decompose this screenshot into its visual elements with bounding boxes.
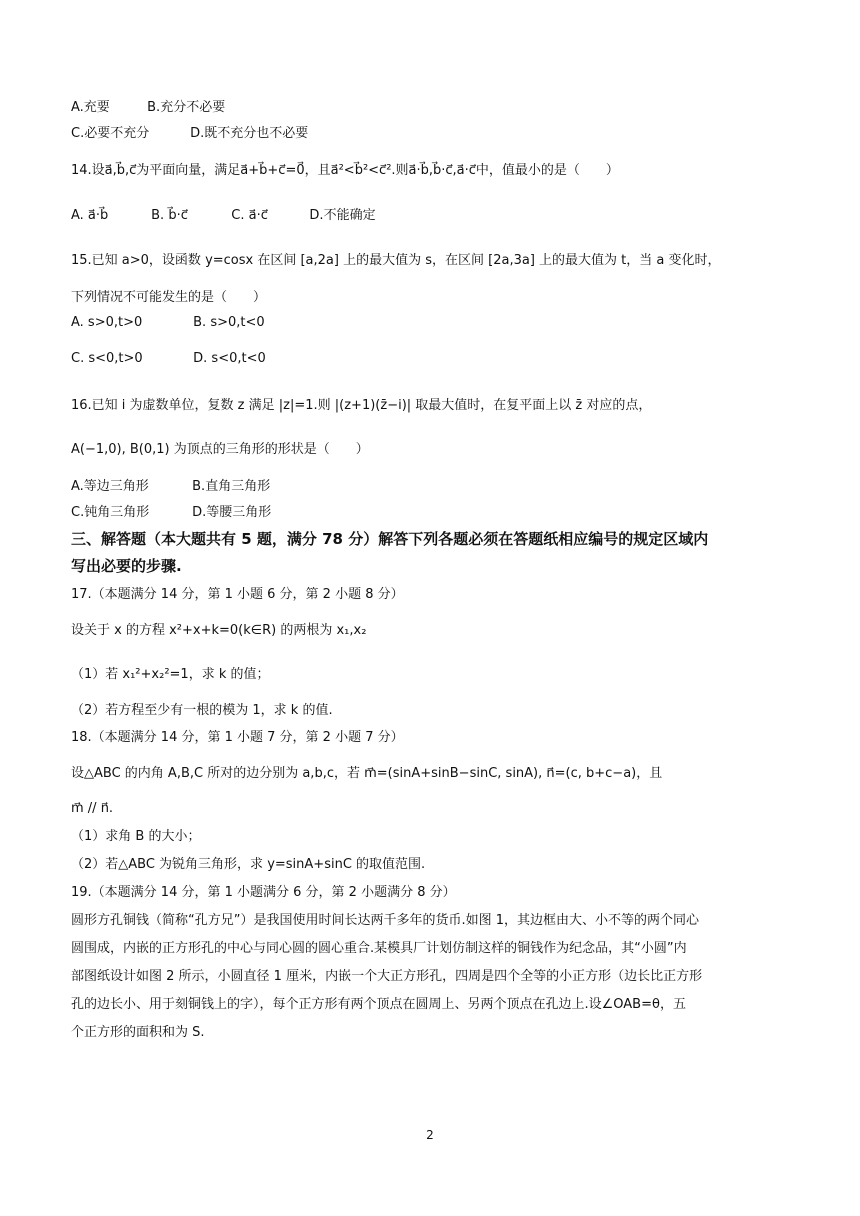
- q16-stem-line2: A(−1,0), B(0,1) 为顶点的三角形的形状是（ ）: [71, 442, 369, 457]
- q13-options-row1: [71, 98, 800, 118]
- q17-part1: （1）若 x₁²+x₂²=1，求 k 的值；: [71, 667, 270, 682]
- q18-part2: （2）若△ABC 为锐角三角形，求 y=sinA+sinC 的取值范围.: [71, 857, 426, 872]
- q15-option-a: A. s>0,t>0: [71, 315, 143, 330]
- q15-option-b: B. s>0,t<0: [193, 315, 265, 330]
- q19-header: 19.（本题满分 14 分，第 1 小题满分 6 分，第 2 小题满分 8 分）: [71, 885, 456, 900]
- q14-option-c: C. a⃗·c⃗: [231, 208, 268, 223]
- q16-stem-line1: 16.已知 i 为虚数单位，复数 z 满足 |z|=1.则 |(z+1)(z̄−i)| 取最大值时，在复平面上以 z̄ 对应的点，: [71, 398, 652, 413]
- q18-header: 18.（本题满分 14 分，第 1 小题 7 分，第 2 小题 7 分）: [71, 730, 404, 745]
- q19-text-line1: 圆形方孔铜钱（简称“孔方兄”）是我国使用时间长达两千多年的货币.如图 1，其边框由大、小不等的两个同心: [71, 913, 700, 928]
- q16-option-d: D.等腰三角形: [192, 505, 272, 520]
- q17-part2: （2）若方程至少有一根的模为 1，求 k 的值.: [71, 703, 333, 718]
- section3-heading-line2: 写出必要的步骤.: [71, 557, 182, 575]
- q16-options-row2: [71, 503, 800, 523]
- q15-stem-line1: 15.已知 a>0，设函数 y=cosx 在区间 [a,2a] 上的最大值为 s，在区间 [2a,3a] 上的最大值为 t，当 a 变化时，: [71, 253, 721, 268]
- section3-heading-line1: 三、解答题（本大题共有 5 题，满分 78 分）解答下列各题必须在答题纸相应编号的规定区域内: [71, 530, 709, 548]
- q16-option-b: B.直角三角形: [192, 479, 271, 494]
- q18-stem-line1: 设△ABC 的内角 A,B,C 所对的边分别为 a,b,c，若 m⃗=(sinA+sinB−sinC, sinA), n⃗=(c, b+c−a)，且: [71, 766, 663, 781]
- q19-text-line3: 部图纸设计如图 2 所示，小圆直径 1 厘米，内嵌一个大正方形孔，四周是四个全等的小正方形（边长比正方形: [71, 969, 703, 984]
- q14-options: [71, 206, 800, 226]
- q18-part1: （1）求角 B 的大小；: [71, 829, 201, 844]
- q18-stem-line2: m⃗ // n⃗.: [71, 801, 114, 816]
- q15-option-d: D. s<0,t<0: [193, 351, 266, 366]
- q15-option-c: C. s<0,t>0: [71, 351, 143, 366]
- q14-option-a: A. a⃗·b⃗: [71, 208, 109, 223]
- q19-text-line5: 个正方形的面积和为 S.: [71, 1025, 205, 1040]
- q17-stem: 设关于 x 的方程 x²+x+k=0(k∈R) 的两根为 x₁,x₂: [71, 623, 367, 638]
- q13-option-b: B.充分不必要: [147, 100, 226, 115]
- q16-options-row1: [71, 477, 800, 497]
- q13-options-row2: [71, 124, 800, 144]
- q14-option-b: B. b⃗·c⃗: [151, 208, 188, 223]
- q13-option-c: C.必要不充分: [71, 126, 150, 141]
- q15-stem-line2: 下列情况不可能发生的是（ ）: [71, 290, 267, 305]
- q15-options-row2: [71, 349, 800, 369]
- q16-option-a: A.等边三角形: [71, 479, 149, 494]
- page-number: 2: [426, 1128, 434, 1142]
- q13-option-a: A.充要: [71, 100, 110, 115]
- q17-header: 17.（本题满分 14 分，第 1 小题 6 分，第 2 小题 8 分）: [71, 587, 404, 602]
- q13-option-d: D.既不充分也不必要: [190, 126, 309, 141]
- q19-text-line4: 孔的边长小、用于刻铜钱上的字），每个正方形有两个顶点在圆周上、另两个顶点在孔边上.设∠OAB=θ，五: [71, 997, 686, 1012]
- q19-text-line2: 圆围成，内嵌的正方形孔的中心与同心圆的圆心重合.某模具厂计划仿制这样的铜钱作为纪念品，其“小圆”内: [71, 941, 687, 956]
- q15-options-row1: [71, 313, 800, 333]
- q14-stem: 14.设a⃗,b⃗,c⃗为平面向量，满足a⃗+b⃗+c⃗=0⃗，且a⃗²<b⃗²<c⃗².则a⃗·b⃗,b⃗·c⃗,a⃗·c⃗中，值最小的是（ ）: [71, 163, 619, 178]
- q14-option-d: D.不能确定: [309, 208, 376, 223]
- q16-option-c: C.钝角三角形: [71, 505, 150, 520]
